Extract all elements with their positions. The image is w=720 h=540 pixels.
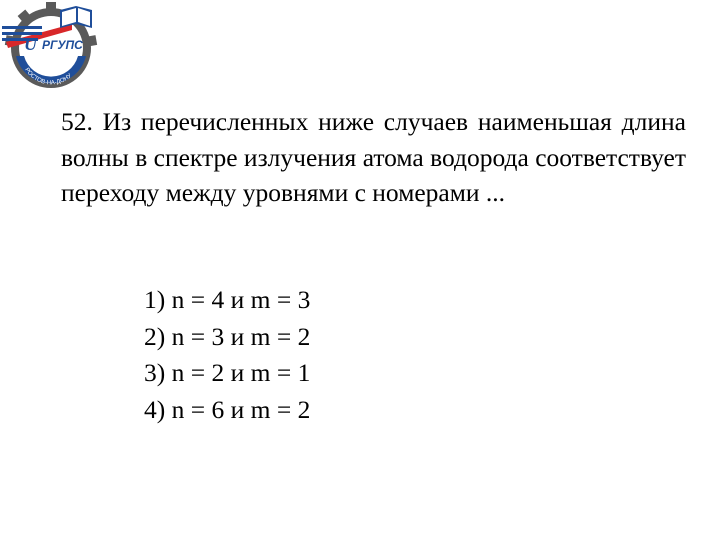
logo-letter: U: [24, 34, 37, 54]
answer-list: [144, 282, 310, 428]
logo-ring-text: РОСТОВ-НА-ДОНУ: [23, 67, 74, 87]
answer-option-4[interactable]: 4) n = 6 и m = 2: [144, 394, 311, 424]
answer-option-1[interactable]: 1) n = 4 и m = 3: [144, 285, 311, 314]
university-logo: [2, 2, 102, 94]
logo-title: РГУПС: [42, 38, 83, 52]
gear-logo-icon: [2, 2, 102, 94]
answer-option-3[interactable]: 3) n = 2 и m = 1: [144, 358, 311, 387]
question-text: 52. Из перечисленных ниже случаев наименьшая длина волны в спектре излучения атома водорода соответствует переходу между уровнями с номерами ...: [61, 107, 686, 207]
answer-option-2[interactable]: 2) n = 3 и m = 2: [144, 321, 311, 351]
